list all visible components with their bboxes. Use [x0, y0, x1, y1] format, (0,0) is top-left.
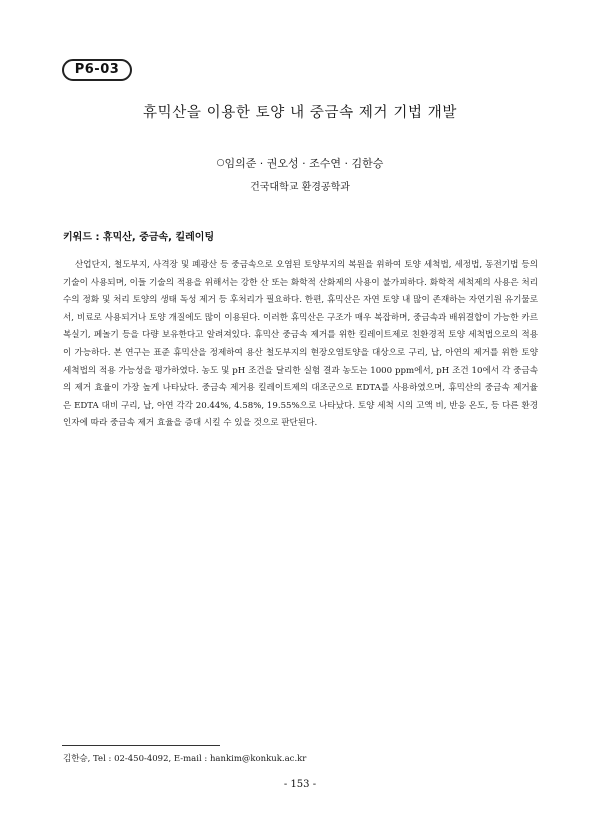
page-number: - 153 - — [283, 779, 317, 790]
session-code-badge: P6-03 — [62, 59, 132, 81]
author-line — [0, 155, 600, 171]
presenting-author-marker: ○ — [216, 158, 225, 168]
paper-title: 휴믹산을 이용한 토양 내 중금속 제거 기법 개발 — [143, 105, 457, 121]
footnote-divider — [62, 745, 220, 746]
corresponding-author-footnote: 김한승, Tel : 02-450-4092, E-mail : hankim@konkuk.ac.kr — [63, 754, 307, 764]
affiliation: 건국대학교 환경공학과 — [250, 182, 350, 193]
abstract-body: 산업단지, 철도부지, 사격장 및 폐광산 등 중금속으로 오염된 토양부지의 복원을 위하여 토양 세척법, 세정법, 동전기법 등의 기술이 사용되며, 이들 기술의 적용을 위해서는 강한 산 또는 화학적 산화제의 사용이 불가피하다. 화학적 세척제의 사용은 처리수의 정화 및 처리 토양의 생태 독성 제거 등 후처리가 필요하다. 한편, 휴믹산은 자연 토양 내 많이 존재하는 자연기원 유기물로서, 비료로 사용되거나 토양 개질에도 많이 이용된다. 이러한 휴믹산은 구조가 매우 복잡하며, 중금속과 배위결합이 가능한 카르복실기, 페놀기 등을 다량 보유한다고 알려져있다. 휴믹산 중금속 제거를 위한 킬레이트제로 친환경적 토양 세척법으로의 적용이 가능하다. 본 연구는 표준 휴믹산을 정제하여 용산 철도부지의 현장오염토양을 대상으로 구리, 납, 아연의 제거를 위한 토양 세척법의 적용 가능성을 평가하였다. 농도 및 pH 조건을 달리한 실험 결과 농도는 1000 ppm에서, pH 조건 10에서 각 중금속의 제거 효율이 가장 높게 나타났다. 중금속 제거용 킬레이트제의 대조군으로 EDTA를 사용하였으며, 휴믹산의 중금속 제거율은 EDTA 대비 구리, 납, 아연 각각 20.44%, 4.58%, 19.55%으로 나타났다. 토양 세척 시의 고액 비, 반응 온도, 등 다른 환경인자에 따라 중금속 제거 효율을 증대 시킬 수 있을 것으로 판단된다. — [63, 260, 538, 429]
author-names: 임의준 · 권오성 · 조수연 · 김한승 — [224, 157, 384, 170]
keywords: 키워드 : 휴믹산, 중금속, 킬레이팅 — [63, 232, 215, 243]
